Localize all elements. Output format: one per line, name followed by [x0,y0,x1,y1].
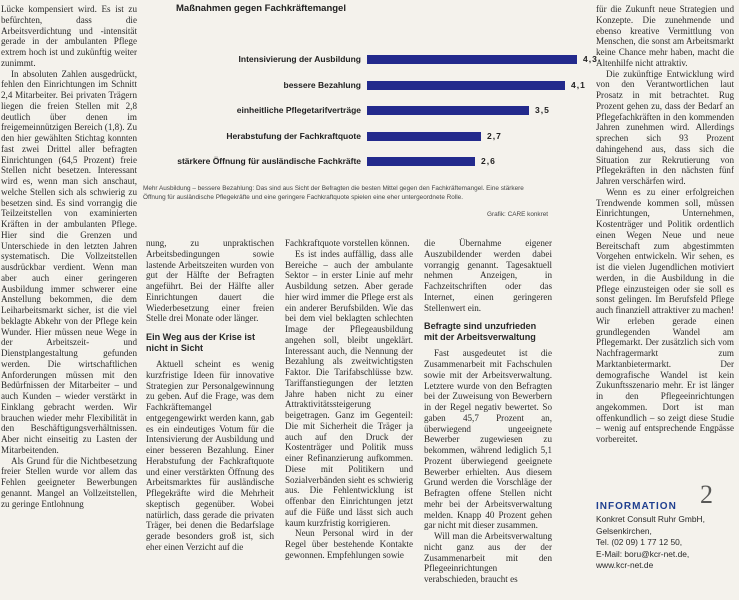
section-heading: Ein Weg aus der Krise ist nicht in Sicht [146,332,255,353]
bar-label: Intensivierung der Ausbildung [238,54,361,64]
info-line: Konkret Consult Ruhr GmbH, [596,514,705,524]
text-column-3 [285,238,413,600]
paragraph: Will man die Arbeitsverwaltung nicht ganz aus der der Zusammenarbeit mit den Pflegeeinrichtungen verabschieden, braucht es [424,531,552,584]
bar [367,132,481,141]
bar [367,81,565,90]
paragraph: In absoluten Zahlen ausgedrückt, fehlen den Einrichtungen im Schnitt 2,4 Mitarbeiter. Bei privaten Trägern liegen die freien Stellen mit 2,8 deutlich über denen im freigemeinnützigen Bereich (1,8). Zu den hier gewählten Stichtag konnten fast zwei Drittel aller befragten Einrichtungen (64,5 Prozent) freie Stellen nicht besetzen. Interessant wird es, wenn man sich anschaut, welche Stellen sich als schwierig zu besetzen sind. Es sind vorrangig die Teilzeitstellen von examinierten Kräften in der ambulanten Pflege. Hier sind die Grenzen und Unterschiede in den letzten Jahren systematisch. Die Vollzeitstellen ausdrückbar verdient. Wenn man aber auch einer geringeren Ausbildung immer schwerer eine Anstellung bekommen, die dem Leiharbeitsmarkt sicher, ist die viel beklagte Abkehr von der Pflege kein Wunder. Hier müssen neue Wege in der Arbeitszeit- und Dienstplangestaltung gefunden werden. Die wirtschaftlichen Anforderungen müssen mit den Bedürfnissen der Mitarbeiter – und auch Kunden – wieder verstärkt in Einklang gebracht werden. Wir brauchen wieder mehr Flexibilität in den Beschäftigungsverhältnissen. Aber nicht einseitig zu Lasten der Mitarbeitenden. [1,68,137,455]
bar [367,106,529,115]
paragraph: Fast ausgedeutet ist die Zusammenarbeit mit Fachschulen sowie mit der Arbeitsverwaltung. Letztere wurde von den Befragten bei der Zuweisung von Bewerbern in der Regel negativ bewertet. So gaben 45,7 Prozent an, überwiegend ungeeignete Bewerber zugewiesen zu bekommen, während lediglich 5,1 Prozent überwiegend geeignete Bewerber erhielten. Aus diesem Grund werden die Vorschläge der Befragten offene Stellen nicht mehr bei der Arbeitsverwaltung melden. Knapp 40 Prozent gehen gar nicht mit dieser zusammen. [424,348,552,531]
bar-value-label: 3,5 [535,105,550,115]
bar-label: Herabstufung der Fachkraftquote [226,130,361,141]
bar-value-label: 4,1 [571,79,586,90]
paragraph: Als Grund für die Nichtbesetzung freier Stellen wurde vor allem das Fehlen geeigneter Bewerbungen genannt. Mangel an Vollzeitstellen, zu geringe Entlohnung [1,455,137,509]
bar-label: stärkere Öffnung für ausländische Fachkräfte [177,156,361,166]
paragraph: Wenn es zu einer erfolgreichen Trendwende kommen soll, müssen Einrichtungen, Unternehmen, Kostenträger und Politik ordentlich einen Wegen Neue und neue Bereitschaft zum abgestimmten Vorgehen entwickeln. Wir sehen, es ist die vielen Jugendlichen motiviert werden, in die Ausbildung in die Pflege einzusteigen oder sie soll es sonst gelingen. Im Berufsfeld Pflege auch finanziell attraktiver zu machen! Wir erleben gerade einen grundlegenden Wandel am Pflegemarkt. Der zusätzlich sich vom Nachfragermarkt zum Marktanbietermarkt. Der demografische Wandel ist kein Zukunftsszenario mehr. Er ist länger in den Pflegeeinrichtungen angekommen. Dort ist man offenkundlich – so zeigt diese Studie – wenig auf entsprechende Engpässe vorbereitet. [596,186,734,444]
paragraph: nung, zu unpraktischen Arbeitsbedingungen sowie lastende Arbeitszeiten wurden von gut der Hälfte der Befragten angeführt. Bei der Hälfte aller Einrichtungen dauert die Wiederbesetzung einer freien Stelle drei Monate oder länger. [146,238,274,324]
text-column-1 [1,4,137,600]
paragraph: Die zukünftige Entwicklung wird von den Verantwortlichen laut Prosatz in mit betrachtet. Rug Prozent gehen zu, dass der Bedarf an Pflegefachkräften in den kommenden Jahren zunehmen wird. Allerdings sprechen sich 93 Prozent dahingehend aus, dass sich die Situation zur Rekrutierung von Pflegekräften in den nächsten fünf Jahren verschärfen wird. [596,68,734,186]
section-heading: Befragte sind unzufrieden mit der Arbeitsverwaltung [424,321,537,342]
info-title: INFORMATION [596,501,677,512]
chart-caption: Mehr Ausbildung – bessere Bezahlung: Das sind aus Sicht der Befragten die besten Mittel gegen den Fachkräftemangel. Eine stärkere Öffnung für ausländische Pflegekräfte und eine geringere Fachkraftquote spielen eine eher untergeordnete Rolle. [143,185,524,201]
text-column-4 [424,238,552,600]
bar [367,55,577,64]
paragraph: Fachkraftquote vorstellen können. [285,238,410,248]
chart-source: Grafik: CARE konkret [487,211,549,218]
paragraph: Es ist indes auffällig, dass alle Bereiche – auch der ambulante Sektor – in erster Linie auf mehr Ausbildung setzen. Aber gerade hier wird immer die Pflege erst als ein anderer Berufsbilden. Wie das bei dem viel beklagten schlechten Image der Pflegeausbildung angehen soll, bleibt ungeklärt. Interessant auch, die Nennung der Bezahlung als zweitwichtigsten Faktor. Die Tarifabschlüsse bzw. Tariffanstiegungen der letzten Jahre haben nicht zu einer Attraktivitätssteigerung beigetragen. Ganz im Gegenteil: Die mit Sicherheit die Träger ja auch auf den Druck der Kostenträger und Politik muss einer Refinanzierung aufkommen. Diese mit Politikern und Sozialverbänden sieht es schwierig aus. Die Fehlentwicklung ist offenbar den Einrichtungen jetzt auf die Füße und lässt sich auch kaum kurzfristig korrigieren. [285,248,413,528]
paragraph: Aktuell scheint es wenig kurzfristige Ideen für innovative Strategien zur Personalgewinnung zu geben. Auf die Frage, was dem Fachkräftemangel entgegengewirkt werden kann, gab es ein eindeutiges Votum für die Intensivierung der Ausbildung und einer besseren Bezahlung. Einer Herabstufung der Fachkraftquote und einer verstärkten Öffnung des Arbeitsmarktes für ausländische Pflegekräfte wird die Mehrheit skeptisch gegenüber. Wobei natürlich, dass gerade die privaten Träger, bei denen die Bedarfslage gerade besonders groß ist, sich eher einen Verzicht auf die [146,359,274,552]
info-email[interactable]: E-Mail: boru@kcr-net.de, [596,548,690,559]
paragraph: Neun Personal wird in der Regel über bestehende Kontakte gewonnen. Empfehlungen sowie [285,528,413,560]
paragraph: für die Zukunft neue Strategien und Konzepte. Die zunehmende und ebenso kreative Vermittlung von Menschen, die sonst am Arbeitsmarkt keine Chance mehr haben, macht die Altenhilfe nicht attraktiv. [596,4,734,68]
bar-value-label: 2,7 [487,130,502,141]
text-column-5 [596,4,734,492]
bar-label: bessere Bezahlung [283,79,361,90]
info-line: Tel. (02 09) 1 77 12 50, [596,537,683,547]
bar [367,157,475,166]
bar-label: einheitliche Pflegetarifverträge [236,105,361,115]
page-number-mark: 2 [700,480,713,509]
bar-value-label: 4,3 [583,54,598,64]
paragraph: Lücke kompensiert wird. Es ist zu befürchten, dass die Arbeitsverdichtung und -intensität gerade in der ambulanten Pflege extrem hoch ist und zukünftig weiter zunimmt. [1,4,137,68]
paragraph: die Übernahme eigener Auszubildender werden dabei vorrangig genannt. Tagesaktuell nehmen Anzeigen, in Fachzeitschriften oder das Internet, einen geringeren Stellenwert ein. [424,238,552,313]
info-line: Gelsenkirchen, [596,525,652,536]
info-box [596,494,734,572]
text-column-2 [146,238,274,600]
bar-value-label: 2,6 [481,156,496,166]
info-website[interactable]: www.kcr-net.de [596,560,654,570]
chart-title: Maßnahmen gegen Fachkräftemangel [176,3,346,14]
